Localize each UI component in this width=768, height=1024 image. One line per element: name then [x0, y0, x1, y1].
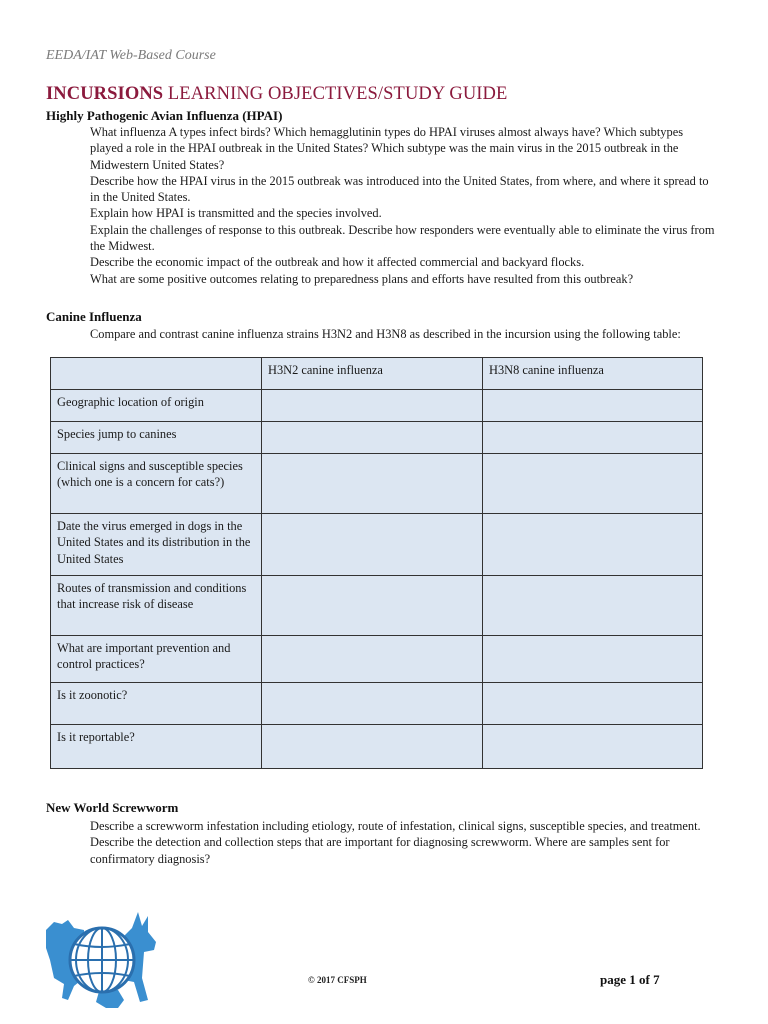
canine-objectives	[68, 326, 718, 342]
row-label: Date the virus emerged in dogs in the United States and its distribution in the United States	[51, 514, 262, 576]
answer-cell[interactable]	[483, 422, 703, 454]
list-item: Explain how HPAI is transmitted and the species involved.	[90, 206, 382, 221]
copyright: © 2017 CFSPH	[308, 975, 367, 985]
answer-cell[interactable]	[483, 576, 703, 636]
answer-cell[interactable]	[262, 576, 483, 636]
answer-cell[interactable]	[262, 636, 483, 683]
list-item: Describe the detection and collection steps that are important for diagnosing screwworm. Where are samples sent for confirmatory diagnosis?	[90, 835, 670, 866]
table-header-row	[51, 358, 703, 390]
row-label: Clinical signs and susceptible species (which one is a concern for cats?)	[51, 454, 262, 514]
section-heading-screwworm: New World Screwworm	[46, 800, 179, 815]
row-label: Geographic location of origin	[51, 390, 262, 422]
section-heading-canine: Canine Influenza	[46, 309, 142, 324]
answer-cell[interactable]	[483, 454, 703, 514]
title-incursions: INCURSIONS	[46, 84, 164, 104]
answer-cell[interactable]	[483, 636, 703, 683]
screwworm-objectives	[68, 818, 718, 867]
table-row	[51, 454, 703, 514]
table-row	[51, 683, 703, 725]
page-number: page 1 of 7	[600, 972, 660, 987]
table-header-cell: H3N2 canine influenza	[262, 358, 483, 390]
table-header-cell: H3N8 canine influenza	[483, 358, 703, 390]
title-rest: LEARNING OBJECTIVES/STUDY GUIDE	[167, 84, 508, 104]
answer-cell[interactable]	[262, 422, 483, 454]
answer-cell[interactable]	[262, 725, 483, 769]
table-row	[51, 514, 703, 576]
hpai-objectives	[68, 124, 718, 287]
answer-cell[interactable]	[483, 683, 703, 725]
table-row	[51, 636, 703, 683]
list-item: Compare and contrast canine influenza strains H3N2 and H3N8 as described in the incursion using the following table:	[90, 327, 681, 341]
page-title	[46, 84, 507, 105]
row-label: Is it zoonotic?	[51, 683, 262, 725]
table-row	[51, 576, 703, 636]
row-label: Is it reportable?	[51, 725, 262, 769]
cfsph-logo-icon	[44, 908, 160, 1014]
list-item: What are some positive outcomes relating to preparedness plans and efforts have resulted from this outbreak?	[90, 271, 634, 286]
row-label: Species jump to canines	[51, 422, 262, 454]
answer-cell[interactable]	[483, 725, 703, 769]
table-header-cell	[51, 358, 262, 390]
row-label: What are important prevention and control practices?	[51, 636, 262, 683]
list-item: Describe a screwworm infestation including etiology, route of infestation, clinical signs, susceptible species, and treatment.	[90, 819, 701, 833]
answer-cell[interactable]	[483, 390, 703, 422]
section-heading-hpai: Highly Pathogenic Avian Influenza (HPAI)	[46, 108, 283, 123]
table-row	[51, 422, 703, 454]
table-row	[51, 725, 703, 769]
answer-cell[interactable]	[262, 514, 483, 576]
list-item: Explain the challenges of response to this outbreak. Describe how responders were eventually able to eliminate the virus from the Midwest.	[90, 222, 715, 254]
answer-cell[interactable]	[262, 683, 483, 725]
answer-cell[interactable]	[262, 454, 483, 514]
table-row	[51, 390, 703, 422]
answer-cell[interactable]	[483, 514, 703, 576]
list-item: Describe how the HPAI virus in the 2015 outbreak was introduced into the United States, from where, and where it spread to in the United States.	[90, 173, 709, 205]
answer-cell[interactable]	[262, 390, 483, 422]
row-label: Routes of transmission and conditions that increase risk of disease	[51, 576, 262, 636]
comparison-table	[50, 357, 703, 769]
list-item: Describe the economic impact of the outbreak and how it affected commercial and backyard flocks.	[90, 255, 585, 270]
list-item: What influenza A types infect birds? Which hemagglutinin types do HPAI viruses almost always have? Which subtypes played a role in the HPAI outbreak in the United States? Which subtype was the main virus in the 2015 outbreak in the Midwestern United States?	[90, 125, 684, 172]
course-header: EEDA/IAT Web-Based Course	[46, 48, 216, 63]
